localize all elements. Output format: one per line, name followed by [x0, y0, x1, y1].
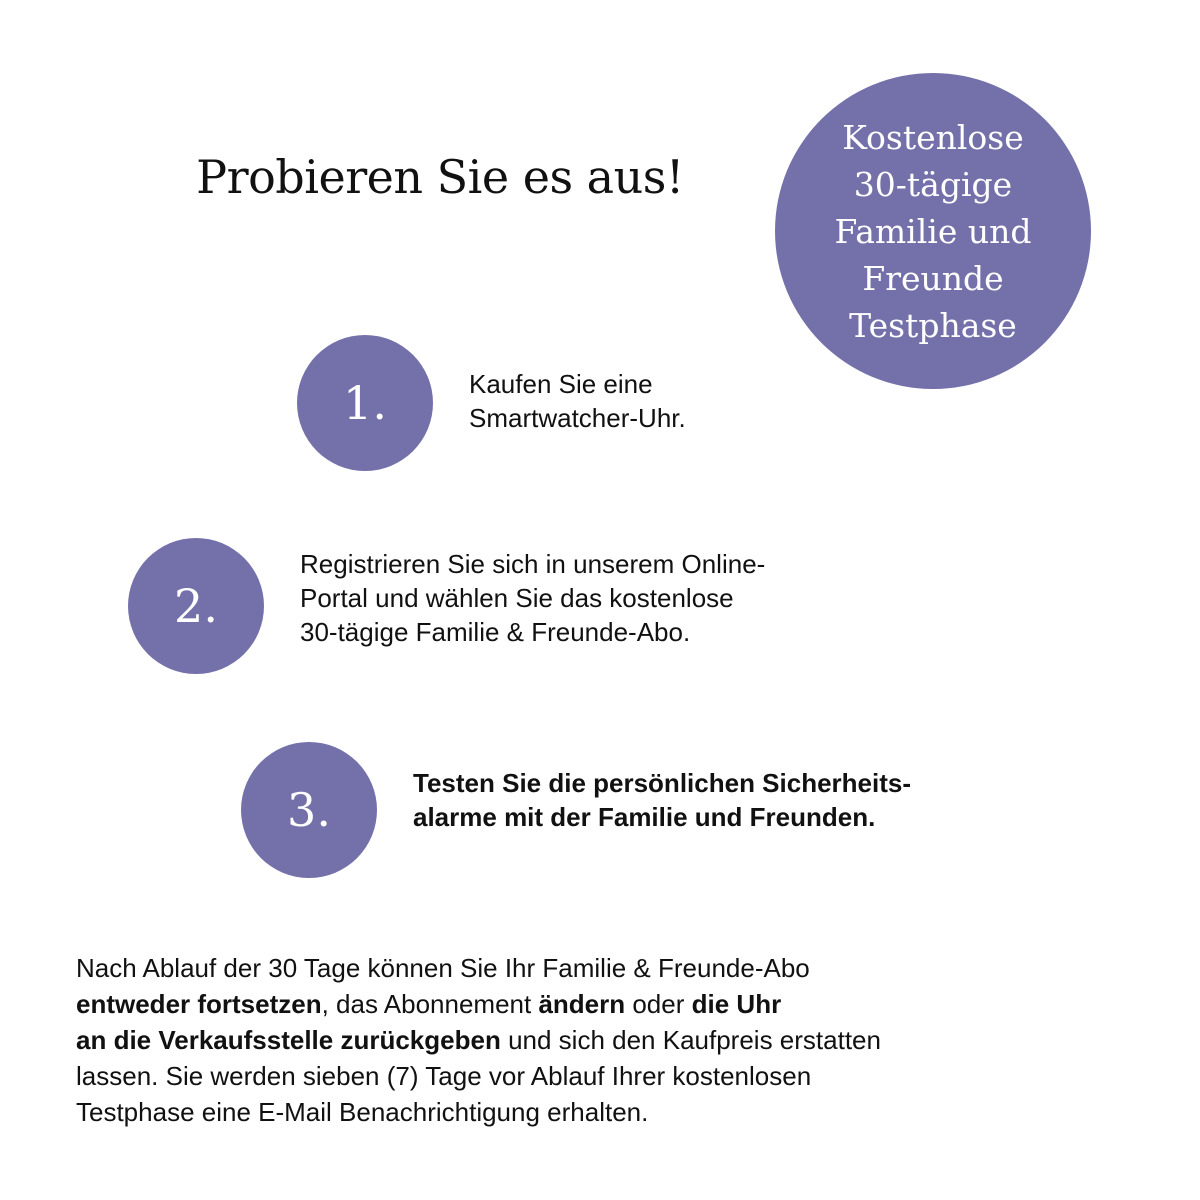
step-1-line: Kaufen Sie eine [469, 369, 653, 399]
footer-emphasis: an die Verkaufsstelle zurückgeben [76, 1025, 501, 1055]
step-2-text [300, 547, 765, 649]
step-1-text [469, 367, 686, 435]
step-2-number: 2. [174, 579, 218, 633]
badge-line: Testphase [849, 305, 1017, 345]
step-2-line: 30-tägige Familie & Freunde-Abo. [300, 617, 691, 647]
footer-text: , das Abonnement [321, 989, 539, 1019]
step-3-line: alarme mit der Familie und Freunden. [413, 802, 876, 832]
free-trial-badge-text [803, 114, 1063, 349]
step-1-number: 1. [343, 376, 387, 430]
footer-paragraph [76, 950, 881, 1130]
footer-line [76, 986, 881, 1022]
badge-line: Kostenlose [842, 117, 1024, 157]
badge-line: 30-tägige [853, 164, 1013, 204]
step-3-line: Testen Sie die persönlichen Sicherheits- [413, 768, 911, 798]
step-2-line: Portal und wählen Sie das kostenlose [300, 583, 734, 613]
footer-emphasis: entweder fortsetzen [76, 989, 322, 1019]
footer-text: oder [625, 989, 692, 1019]
footer-emphasis: ändern [538, 989, 626, 1019]
footer-line: Testphase eine E-Mail Benachrichtigung erhalten. [76, 1097, 649, 1127]
footer-line: Nach Ablauf der 30 Tage können Sie Ihr Familie & Freunde-Abo [76, 953, 810, 983]
badge-line: Familie und [834, 211, 1032, 251]
step-1-circle [297, 335, 433, 471]
badge-line: Freunde [862, 258, 1004, 298]
step-3-text [413, 766, 911, 834]
footer-line: lassen. Sie werden sieben (7) Tage vor Ablauf Ihrer kostenlosen [76, 1061, 812, 1091]
step-2-line: Registrieren Sie sich in unserem Online- [300, 549, 766, 579]
page-title: Probieren Sie es aus! [196, 150, 684, 204]
step-1-line: Smartwatcher-Uhr. [469, 403, 686, 433]
step-3-circle [241, 742, 377, 878]
free-trial-badge [775, 73, 1091, 389]
footer-line [76, 1022, 881, 1058]
footer-emphasis: die Uhr [691, 989, 782, 1019]
footer-text: und sich den Kaufpreis erstatten [500, 1025, 881, 1055]
step-3-number: 3. [287, 783, 331, 837]
step-2-circle [128, 538, 264, 674]
